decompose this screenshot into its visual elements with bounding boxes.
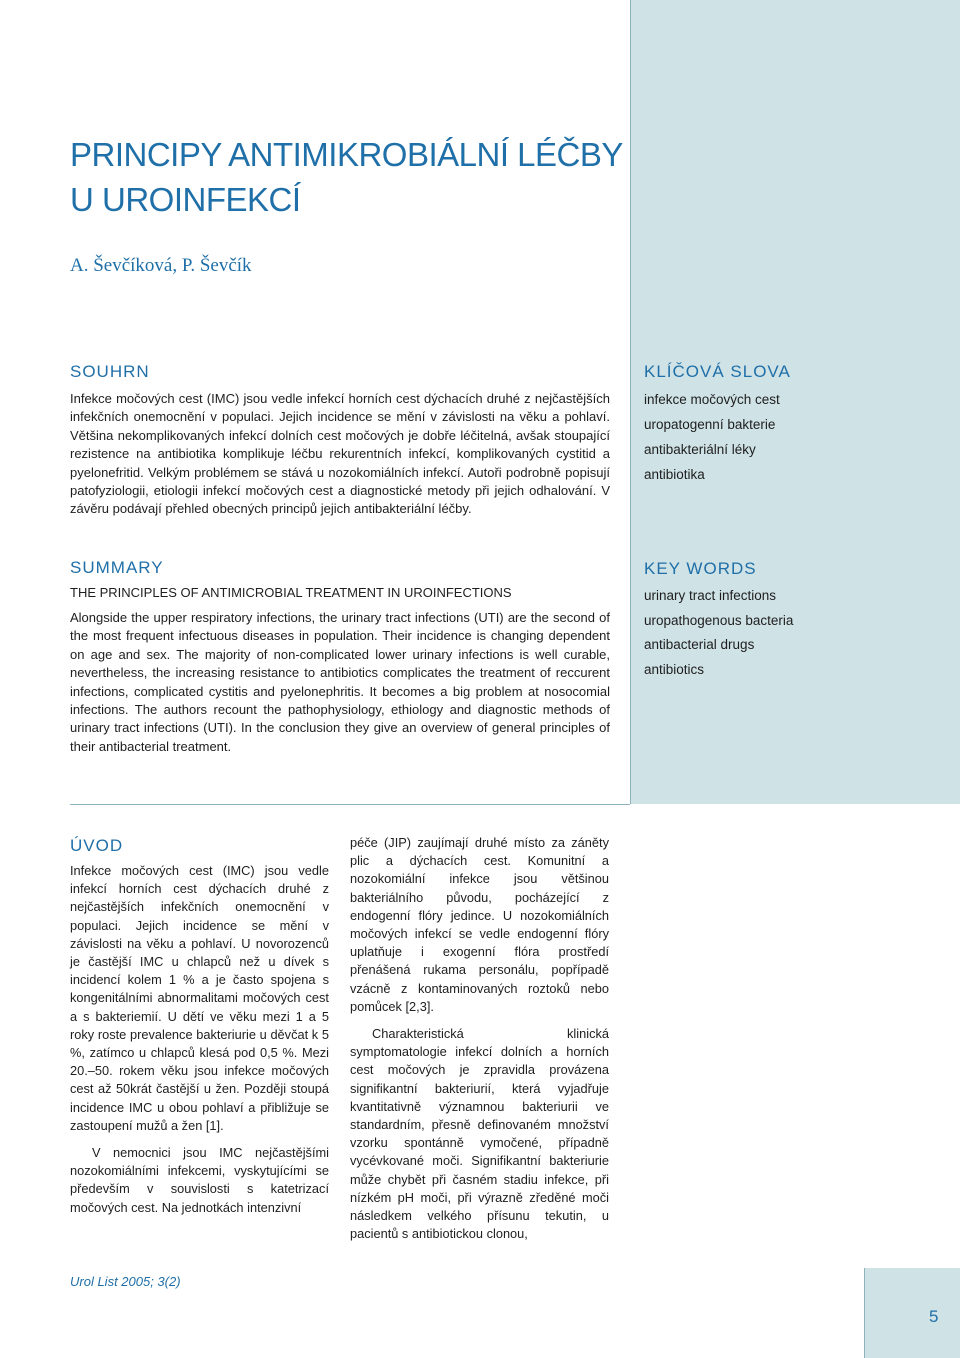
article-title [70,132,630,222]
article-authors: A. Ševčíková, P. Ševčík [70,255,252,276]
summary-subtitle: THE PRINCIPLES OF ANTIMICROBIAL TREATMENT IN UROINFECTIONS [70,585,512,600]
key-words-list [644,584,793,682]
klicova-slova-heading: KLÍČOVÁ SLOVA [644,362,791,381]
keyword-en-item: uropathogenous bacteria [644,612,794,628]
page-number-tab [864,1268,960,1358]
keyword-en-item: urinary tract infections [644,588,777,603]
keyword-cz-item: antibakteriální léky [644,442,756,457]
souhrn-text [70,364,610,519]
summary-heading: SUMMARY [70,558,164,577]
keyword-cz-item: infekce močových cest [644,392,780,407]
uvod-paragraph: péče (JIP) zaujímají druhé místo za záněty plic a dýchacích cest. Komunitní a nozokomiální infekce jsou většinou bakteriálního původu, pocházející z endogenní flóry jedince. U nozokomiálních močových infekcí se vedle endogenní flóry uplatňuje i exogenní flóra prostředí přenášená rukama personálu, popřípadě vzácně z kontaminovaných roztoků nebo pomůcek [2,3]. [350,835,609,1014]
uvod-column-1 [70,862,329,1217]
uvod-heading: ÚVOD [70,836,124,855]
uvod-paragraph: Infekce močových cest (IMC) jsou vedle infekcí horních cest dýchacích druhé z nejčastějších infekčních onemocnění v populaci. Jejich incidence se mění v závislosti na věku a pohlaví. U novorozenců je častější IMC u chlapců než u dívek s incidencí kolem 1 % a je často spojena s kongenitálními abnormalitami močových cest a s bakteriemií. U dětí ve věku mezi 1 a 5 roky roste prevalence bakteriurie u děvčat k 5 %, zatímco u chlapců klesá pod 0,5 %. Mezi 20.–50. rokem věku jsou infekce močových cest až 50krát častější u žen. Později stoupá incidence IMC u obou pohlaví a přibližuje se zastoupení mužů a žen [1]. [70,863,329,1133]
article-title-line-2: U UROINFEKCÍ [70,181,301,218]
keyword-cz-item: antibiotika [644,467,705,482]
keyword-en-item: antibacterial drugs [644,637,755,652]
journal-citation: Urol List 2005; 3(2) [70,1274,181,1289]
key-words-heading: KEY WORDS [644,559,757,578]
page-number: 5 [929,1307,939,1326]
section-divider [70,804,630,805]
article-title-line-1: PRINCIPY ANTIMIKROBIÁLNÍ LÉČBY [70,136,623,173]
keyword-en-item: antibiotics [644,661,705,677]
summary-text: Alongside the upper respiratory infections, the urinary tract infections (UTI) are the second of the most frequent infectuous diseases in population. Their incidence is changing dependent on age and sex. The majority of non-complicated lower urinary infections is well curable, nevertheless, the increasing resistance to antibiotics complicates the treatment of reccurent infections, complicated cystitis and pyelonephritis. It becomes a big problem at nosocomial infections. The authors recount the pathophysiology, ethiology and diagnostic methods of urinary tract infections (UTI). In the conclusion they give an overview of general principles of their antibacterial treatment. [70,610,610,754]
uvod-paragraph: V nemocnici jsou IMC nejčastějšími nozokomiálními infekcemi, vyskytujícími se především v souvislosti s katetrizací močových cest. Na jednotkách intenzivní [70,1145,329,1215]
keyword-cz-item: uropatogenní bakterie [644,417,776,432]
souhrn-body: Infekce močových cest (IMC) jsou vedle infekcí horních cest dýchacích druhé z nejčastějších infekčních onemocnění v populaci. Jejich incidence se mění v závislosti na věku a pohlaví. Většina nekomplikovaných infekcí dolních cest močových je dobře léčitelná, avšak stoupající rezistence na antibiotika komplikuje léčbu rekurentních infekcí, komplikovaných cystitid a pyelonefritid. Velkým problémem se stává u nozokomiálních infekcí. Autoři podrobně popisují patofyziologii, etiologii infekcí močových cest a diagnostické metody při jejich odhalování. V závěru podávají přehled obecných principů jejich antibakteriální léčby. [70,391,610,517]
uvod-column-2 [350,834,609,1243]
souhrn-heading: SOUHRN [70,362,150,381]
uvod-paragraph: Charakteristická klinická symptomatologie infekcí dolních a horních cest močových je zpravidla provázena signifikantní bakteriurií, která vyjadřuje kvantitativně významnou bakteriurii ve standardním, přesně definovaném množství vzorku spontánně vymočené, případně vycévkované moči. Signifikantní bakteriurie může chybět při časném stadiu infekce, při nízkém pH moči, při výrazně zředěné moči následkem velkého přísunu tekutin, u pacientů s antibiotickou clonou, [350,1026,609,1242]
klicova-slova-list [644,387,780,487]
